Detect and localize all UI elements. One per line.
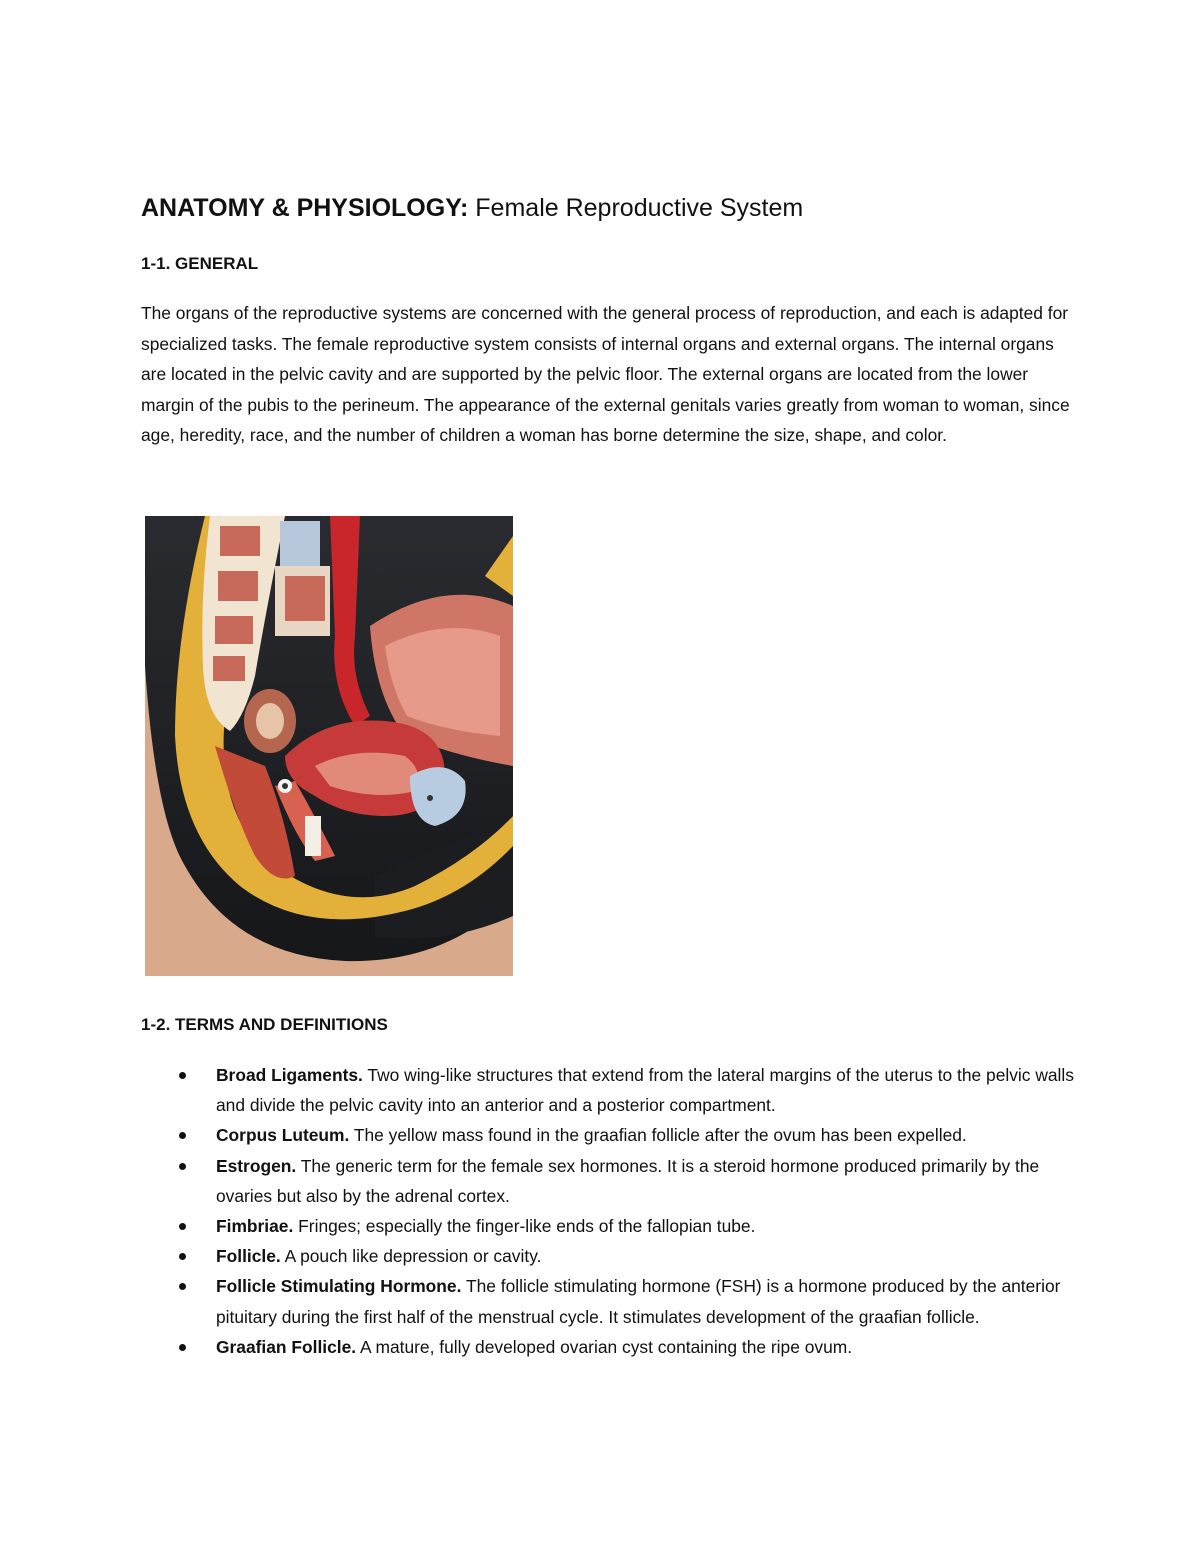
list-item — [141, 1332, 1091, 1362]
terms-list — [141, 1060, 1091, 1362]
term-name: Fimbriae. — [216, 1216, 294, 1237]
term-name: Broad Ligaments. — [216, 1065, 363, 1085]
page-title-bold: ANATOMY & PHYSIOLOGY: — [141, 194, 469, 222]
pelvis-anatomy-figure — [145, 516, 513, 976]
general-paragraph: The organs of the reproductive systems are concerned with the general process of reproduction, and each is adapted for specialized tasks. The female reproductive system consists of internal organs and external organs. The internal organs are located in the pelvic cavity and are supported by the pelvic floor. The external organs are located from the lower margin of the pubis to the perineum. The appearance of the external genitals varies greatly from woman to woman, since age, heredity, race, and the number of children a woman has borne determine the size, shape, and color. — [141, 303, 1070, 445]
list-item — [141, 1211, 1091, 1241]
term-definition: A pouch like depression or cavity. — [280, 1246, 542, 1267]
list-item — [141, 1060, 1091, 1120]
term-name: Follicle. — [216, 1246, 281, 1267]
bullet-icon — [179, 1132, 186, 1139]
term-name: Estrogen. — [216, 1155, 297, 1176]
term-definition: Two wing-like structures that extend from the lateral margins of the uterus to the pelvic walls and divide the pelvic cavity into an anterior and a posterior compartment. — [216, 1065, 1074, 1116]
term-name: Follicle Stimulating Hormone. — [216, 1276, 462, 1297]
bullet-icon — [179, 1283, 186, 1290]
bullet-icon — [179, 1072, 186, 1079]
page-title — [141, 194, 803, 223]
term-definition: The follicle stimulating hormone (FSH) is a hormone produced by the anterior pituitary during the first half of the menstrual cycle. It stimulates development of the graafian follicle. — [216, 1276, 1061, 1327]
term-name: Graafian Follicle. — [216, 1336, 357, 1357]
bullet-icon — [179, 1163, 186, 1170]
bullet-icon — [179, 1344, 186, 1351]
list-item — [141, 1120, 1091, 1150]
term-definition: The yellow mass found in the graafian follicle after the ovum has been expelled. — [349, 1125, 967, 1146]
list-item — [141, 1151, 1091, 1211]
term-definition: A mature, fully developed ovarian cyst containing the ripe ovum. — [356, 1336, 853, 1357]
list-item — [141, 1271, 1091, 1331]
bullet-icon — [179, 1223, 186, 1230]
section-heading-terms: 1-2. TERMS AND DEFINITIONS — [141, 1015, 388, 1034]
pelvis-anatomy-model-icon — [145, 516, 513, 976]
term-definition: Fringes; especially the finger-like ends of the fallopian tube. — [293, 1216, 756, 1237]
section-heading-general: 1-1. GENERAL — [141, 254, 259, 273]
list-item — [141, 1241, 1091, 1271]
bullet-icon — [179, 1253, 186, 1260]
term-definition: The generic term for the female sex hormones. It is a steroid hormone produced primarily by the ovaries but also by the adrenal cortex. — [216, 1155, 1040, 1206]
term-name: Corpus Luteum. — [216, 1125, 350, 1146]
page-title-rest: Female Reproductive System — [468, 194, 804, 222]
